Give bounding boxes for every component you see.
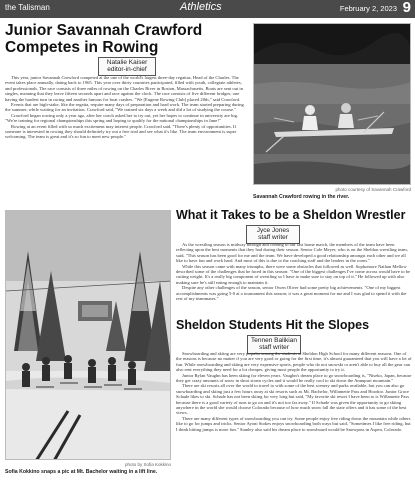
- article-wrestler-headline: What it Takes to be a Sheldon Wrestler: [176, 208, 406, 222]
- paragraph: Snowboarding and skiing are very popular among the students at Sheldon High School for many different reasons. One of the reasons is because no matter if you are very good or going for the first time, it's almost guaranteed that you will have a lot of fun. While snowboarding and skiing are very expensive sports, people who do not snowski or aren't able to buy all the gear can also rent everything they need for a lot cheaper, giving most people the opportunity to try it.: [176, 351, 412, 373]
- rowing-photo-graphic: [254, 24, 411, 185]
- page-number: 9: [402, 0, 411, 16]
- headline-line: Junior Savannah Crawford: [5, 22, 203, 39]
- paragraph: This year, junior Savannah Crawford competed at the one of the world's largest three-day regattas, Head of the Charles. The event takes place annually, dating back to 1965. This year over thirty countries participated, filled with youth, collegiate athletes, and professionals. The race consists of three miles of rowing on the Charles River in Boston, Massachusetts. Boats are sent out in singles, meaning that they leave fifteen seconds apart and race against the clock. The race consists of five different bridges; one having the hardest turn in racing and another famous for boat crashes. "We [Eugene Rowing Club] placed 20th," said Crawford.: [5, 75, 243, 102]
- ski-photo-caption: Sofia Kokkino snaps a pic at Mt. Bachelor waiting in a lift line.: [5, 469, 158, 475]
- paragraph: While this season came with many triumphs, there were some obstacles that followed as well. Sophomore Nathan Mellow described some of the challenges that he faced in this season: "One of the biggest challenges I've come across would have to be cutting weight. It's a really big component of wrestling so I have to make sure to stay on top of it." He followed up with also making sure he's still eating enough to maintain it.: [176, 263, 411, 285]
- rowing-photo: [253, 23, 411, 185]
- article-slopes-body: [176, 351, 412, 477]
- author-role: staff writer: [258, 234, 288, 242]
- issue-date: February 2, 2023: [339, 4, 397, 13]
- article-slopes-headline: Sheldon Students Hit the Slopes: [176, 318, 370, 332]
- article-rowing-headline: [5, 22, 255, 56]
- byline-rowing: [98, 57, 156, 76]
- paragraph: Crawford began rowing only a year ago, after her coach asked her to try out, yet her hopes to continue in university are big. "We're training for regional championships this spring and hoping to qualify for the national championships in June!": [5, 112, 239, 124]
- author-role: staff writer: [259, 344, 289, 352]
- publication-name: the Talisman: [5, 3, 50, 12]
- paragraph: Events that are high-stake, like the regatta, require many days of preparation and hard work. The team started preparing during the summer, while waiting for an invitation. Crawford said, "We trained six days a week and did a lot of studying the course.": [5, 102, 244, 113]
- section-name: Athletics: [180, 1, 222, 13]
- page-header: [0, 0, 415, 18]
- author-name: Tennen Balikian: [251, 337, 297, 344]
- ski-photo-credit: photo by Sofia Kokkino: [124, 462, 171, 467]
- paragraph: Despite any other challenges of the season, senior Owen Oliver had some pretty big achievements. "One of my biggest accomplishments was going 5-0 at a tournament this season; it was a great moment for me and I was glad to spend it with the rest of my teammates.": [176, 285, 407, 302]
- author-name: Natalie Kaiser: [106, 59, 148, 66]
- ski-photo-graphic: [6, 211, 171, 460]
- author-name: Jyce Jones: [256, 227, 290, 234]
- article-wrestler-body: [176, 242, 412, 317]
- article-rowing-body: [5, 75, 248, 200]
- rowing-photo-credit: photo courtesy of Savannah Crawford: [335, 187, 411, 192]
- paragraph: Rowing at an event filled with so much excitement may interest people. Crawford said, "There's plenty of opportunities. If someone is interested in rowing they should definitely try out a free trial and see what it's like. The team environment is super welcoming. The team is great and it's so fun to meet new people.": [5, 123, 237, 140]
- paragraph: There are many different types of snowboarding you can try. Some people enjoy free riding down the mountain while others like to go for jumps and tricks. Senior Ayoni Stokes enjoys snowboarding both ways but said, "Sometimes I like free riding, but I think hitting jumps is more fun." Stanley also said his dream place to snowboard would be Snowpass in Aspen, Colorado.: [176, 415, 411, 432]
- paragraph: There are ski resorts all over the world to travel to with some of the best scenery and parks available, but you can also go snowboarding and skiing just a few hours away at ski resorts such as Mt. Bachelor, Willamette Pass and Hoodoo. Junior Grace Schade likes to ski. Schade has not been skiing for very long but said, "My favorite ski resort I have been to is Willamette Pass because there is a good variety of runs to go on and it's not too far away." If Schade was given the opportunity to go skiing anywhere in the world she would choose Colorado because of how much snow fall the state offers and it has some of the best views.: [176, 383, 410, 416]
- headline-line: Competes in Rowing: [5, 39, 159, 57]
- paragraph: As the wrestling season is midway through and coming to our last home match, the members of the team have been reflecting upon the best moments that they had during their season. Senior Cole Meyer, who is on the Sheldon wrestling team, said, "This season has been good for me and the team. We have developed a good relationship amongst each other and we all like to have fun and work hard. And most of this is due to the coaching staff and the leaders in the room.": [176, 242, 408, 264]
- paragraph: Junior Rylan Vaughn has been skiing for eleven years. Vaughn's dream place to go snowboarding is, "Niseko, Japan, because they get crazy amounts of snow in short storm cycles and it would be really cool to ski down the Annupuri mountain.": [176, 372, 412, 384]
- ski-photo: [5, 210, 171, 460]
- rowing-photo-caption: Savannah Crawford rowing in the river.: [253, 194, 350, 200]
- author-role: editor-in-chief: [107, 66, 147, 74]
